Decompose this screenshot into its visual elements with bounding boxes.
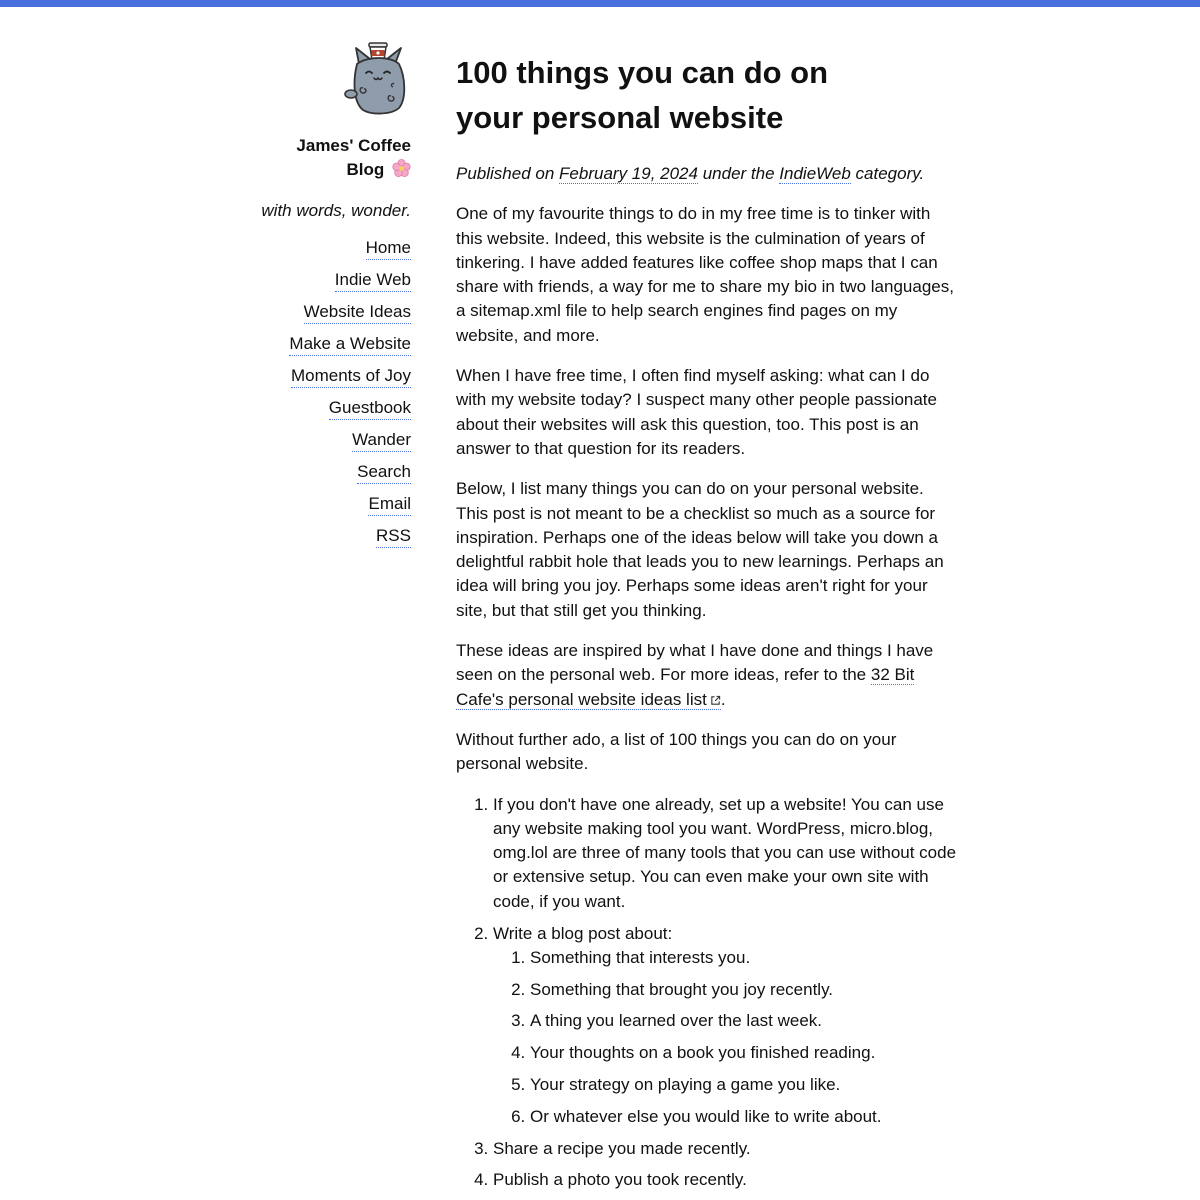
- nav-make-a-website[interactable]: Make a Website: [289, 333, 411, 356]
- list-item: 3. Share a recipe you made recently.: [493, 1137, 958, 1161]
- paragraph-purpose: Below, I list many things you can do on your personal website. This post is not meant to be a checklist so much as a source for inspiration. Perhaps one of the ideas below will take you down a delightful rabbit hole that leads you to new learnings. Perhaps an idea will bring you joy. Perhaps some ideas aren't right for your site, but that still get you thinking.: [456, 479, 944, 620]
- nav-wander[interactable]: Wander: [352, 429, 411, 452]
- list-item-text: Write a blog post about:: [493, 923, 673, 943]
- paragraph-intro: One of my favourite things to do in my free time is to tinker with this website. Indeed, this website is the culmination of years of tinkering. I have added features like coffee shop maps that I can share with friends, a way for me to share my bio in two languages, a sitemap.xml file to help search engines find pages on my website, and more.: [456, 204, 954, 345]
- nav-home[interactable]: Home: [366, 237, 411, 260]
- list-item: 1. Something that interests you.: [530, 946, 958, 970]
- list-item: [493, 922, 958, 1130]
- meta-prefix: Published on: [456, 164, 555, 183]
- paragraph-question: When I have free time, I often find myself asking: what can I do with my website today? I suspect many other people passionate about their websites will ask this question, too. This post is an answer to that question for its readers.: [456, 366, 937, 458]
- paragraph-list-intro: Without further ado, a list of 100 things you can do on your personal website.: [456, 729, 897, 774]
- post-date-link[interactable]: February 19, 2024: [559, 164, 698, 183]
- blog-post-topics-list: [493, 946, 958, 1129]
- nav-indie-web[interactable]: Indie Web: [335, 269, 411, 292]
- meta-middle: under the: [702, 164, 775, 183]
- post-meta: [456, 162, 958, 186]
- sidebar: [230, 40, 411, 557]
- paragraph-inspiration: [456, 639, 958, 712]
- top-accent-bar: [0, 0, 1200, 7]
- site-tagline: with words, wonder.: [261, 201, 411, 220]
- post-content: [456, 50, 958, 1200]
- post-category-link[interactable]: IndieWeb: [779, 164, 851, 183]
- site-title[interactable]: [230, 134, 411, 182]
- nav-moments-of-joy[interactable]: Moments of Joy: [291, 365, 411, 388]
- list-item: 4. Publish a photo you took recently.: [493, 1168, 958, 1192]
- list-item: 1. If you don't have one already, set up a website! You can use any website making tool you want. WordPress, micro.blog, omg.lol are three of many tools that you can use without code or extensive setup. You can even make your own site with code, if you want.: [493, 793, 958, 914]
- site-title-line2: Blog: [346, 160, 385, 179]
- ideas-list: [456, 793, 958, 1193]
- nav-search[interactable]: Search: [357, 461, 411, 484]
- inspiration-text: These ideas are inspired by what I have done and things I have seen on the personal web. For more ideas, refer to the: [456, 641, 934, 685]
- nav-rss[interactable]: RSS: [376, 525, 411, 548]
- nav-website-ideas[interactable]: Website Ideas: [304, 301, 411, 324]
- list-item: 3. A thing you learned over the last week.: [530, 1009, 958, 1033]
- meta-suffix: category.: [855, 164, 925, 183]
- cat-with-coffee-cup-icon[interactable]: [339, 40, 411, 116]
- cherry-blossom-icon: [392, 159, 411, 178]
- inspiration-end: .: [720, 689, 726, 709]
- list-item: 5. Your strategy on playing a game you like.: [530, 1073, 958, 1097]
- list-item: 4. Your thoughts on a book you finished reading.: [530, 1041, 958, 1065]
- ideas-list-link-text: 32 Bit Cafe's personal website ideas list: [456, 665, 915, 709]
- nav-email[interactable]: Email: [368, 493, 411, 516]
- external-link-icon: [710, 695, 721, 706]
- nav-guestbook[interactable]: Guestbook: [329, 397, 411, 420]
- site-title-line1: James' Coffee: [296, 136, 411, 155]
- post-title: 100 things you can do on your personal website: [456, 55, 829, 135]
- list-item: 6. Or whatever else you would like to write about.: [530, 1105, 958, 1129]
- list-item: 2. Something that brought you joy recently.: [530, 978, 958, 1002]
